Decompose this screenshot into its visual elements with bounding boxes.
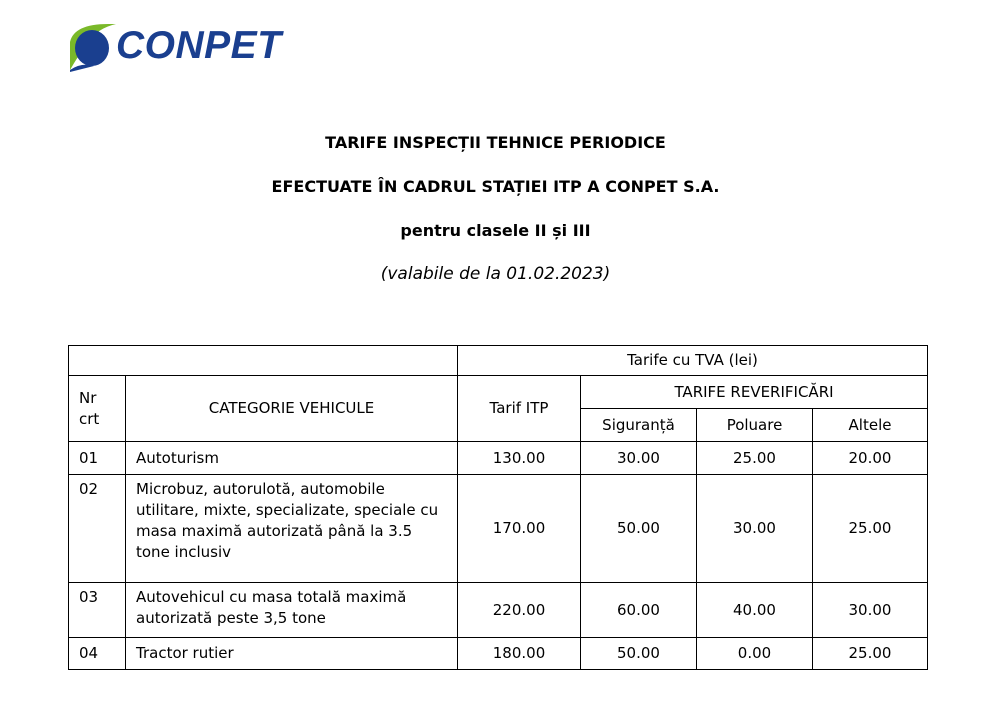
row-itp: 170.00 <box>458 475 581 583</box>
table-row <box>69 475 928 583</box>
row-siguranta: 50.00 <box>581 475 697 583</box>
row-poluare: 0.00 <box>697 638 813 670</box>
group-header-reverificari: TARIFE REVERIFICĂRI <box>581 376 928 409</box>
row-altele: 25.00 <box>813 638 928 670</box>
row-itp: 180.00 <box>458 638 581 670</box>
row-poluare: 30.00 <box>697 475 813 583</box>
row-siguranta: 30.00 <box>581 442 697 475</box>
row-itp: 130.00 <box>458 442 581 475</box>
header-poluare: Poluare <box>697 409 813 442</box>
row-nr: 01 <box>69 442 126 475</box>
table-row <box>69 442 928 475</box>
empty-header-cell <box>69 346 458 376</box>
table-row <box>69 638 928 670</box>
header-category: CATEGORIE VEHICULE <box>126 376 458 442</box>
row-poluare: 25.00 <box>697 442 813 475</box>
row-poluare: 40.00 <box>697 583 813 638</box>
row-nr: 04 <box>69 638 126 670</box>
row-itp: 220.00 <box>458 583 581 638</box>
row-category: Autovehicul cu masa totală maximă autorizată peste 3,5 tone <box>126 583 458 638</box>
title-line-3: pentru clasele II și III <box>400 221 591 240</box>
logo-wordmark: CONPET <box>116 24 282 67</box>
row-siguranta: 60.00 <box>581 583 697 638</box>
table-header-row <box>69 346 928 376</box>
tariff-table <box>68 345 928 670</box>
row-category: Tractor rutier <box>126 638 458 670</box>
header-nr-crt: Nr crt <box>69 376 126 442</box>
row-altele: 20.00 <box>813 442 928 475</box>
header-altele: Altele <box>813 409 928 442</box>
row-altele: 30.00 <box>813 583 928 638</box>
header-tarif-itp: Tarif ITP <box>458 376 581 442</box>
validity-date: (valabile de la 01.02.2023) <box>380 264 611 284</box>
title-line-2: EFECTUATE ÎN CADRUL STAȚIEI ITP A CONPET S.A. <box>271 177 720 196</box>
conpet-logo-icon <box>68 22 116 74</box>
group-header-tarife-tva: Tarife cu TVA (lei) <box>458 346 928 376</box>
row-category: Microbuz, autorulotă, automobile utilitare, mixte, specializate, speciale cu masa maximă autorizată până la 3.5 tone inclusiv <box>126 475 458 583</box>
table-header-row <box>69 376 928 409</box>
row-nr: 02 <box>69 475 126 583</box>
company-logo <box>68 22 293 74</box>
row-category: Autoturism <box>126 442 458 475</box>
row-altele: 25.00 <box>813 475 928 583</box>
title-line-1: TARIFE INSPECȚII TEHNICE PERIODICE <box>325 133 666 152</box>
row-nr: 03 <box>69 583 126 638</box>
row-siguranta: 50.00 <box>581 638 697 670</box>
table-row <box>69 583 928 638</box>
header-siguranta: Siguranță <box>581 409 697 442</box>
